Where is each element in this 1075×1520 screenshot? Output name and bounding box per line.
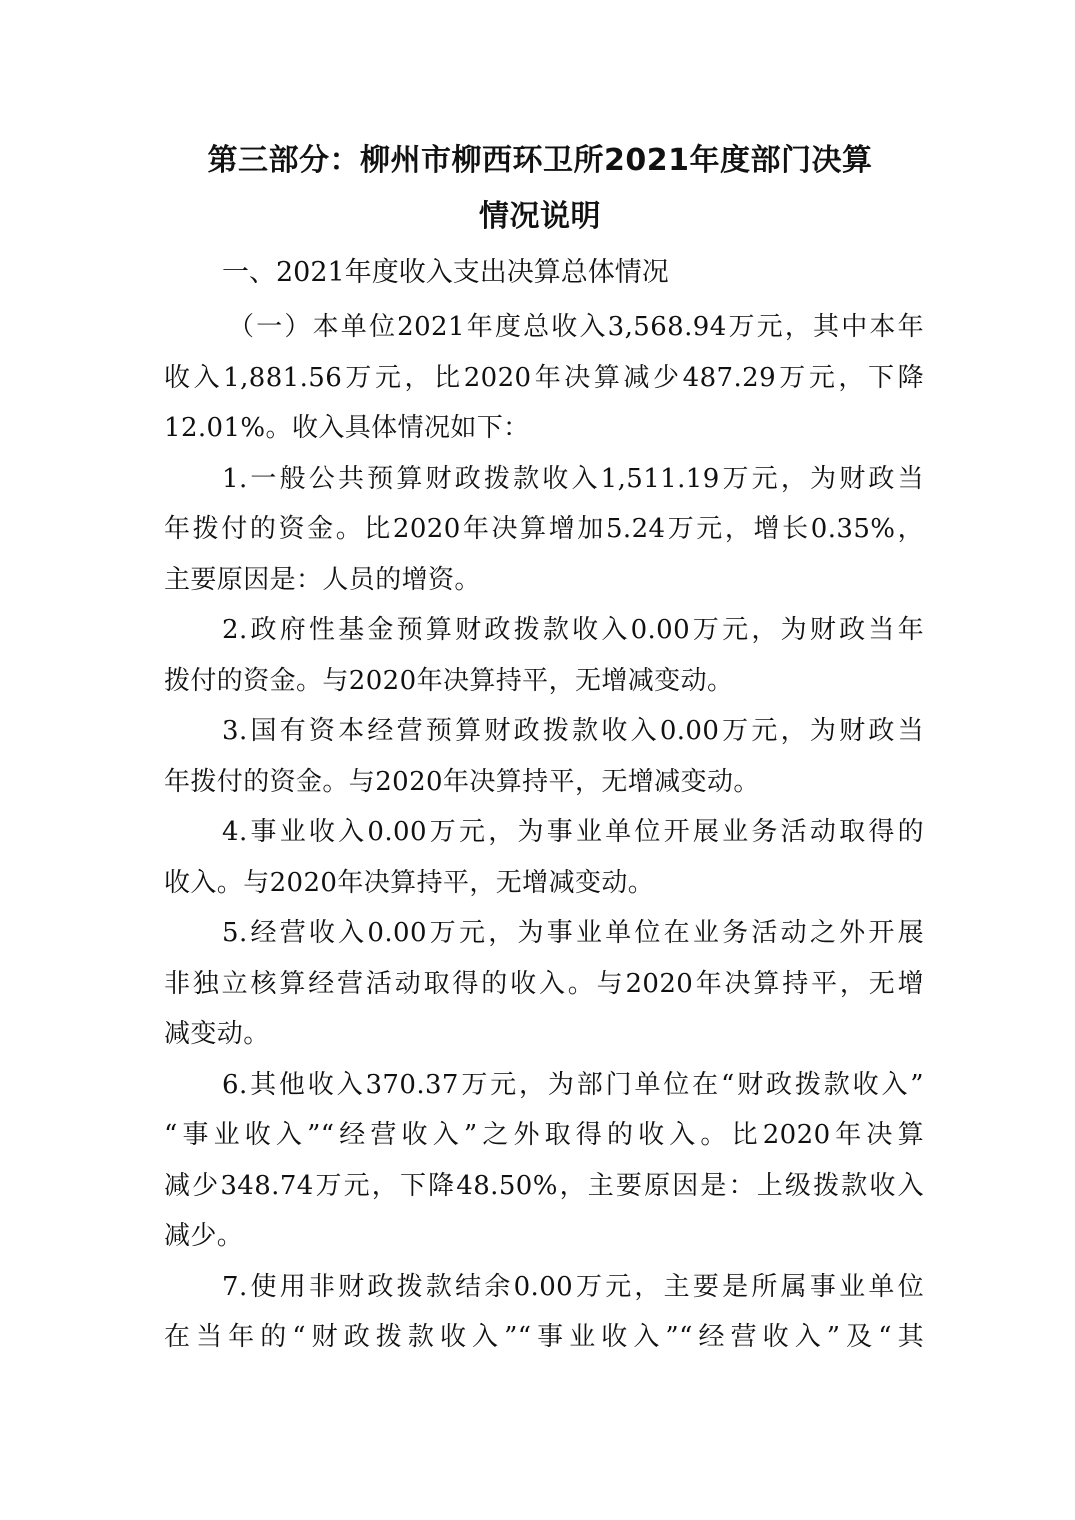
paragraph-line: 减变动。 (164, 1019, 270, 1049)
paragraph-line: 12.01%。收入具体情况如下： (164, 413, 530, 443)
paragraph-line: 7.使用非财政拨款结余0.00万元，主要是所属事业单位 (222, 1271, 924, 1302)
paragraph-line: 5.经营收入0.00万元，为事业单位在业务活动之外开展 (222, 918, 924, 948)
title-line-1: 第三部分：柳州市柳西环卫所2021年度部门决算 (207, 143, 873, 178)
paragraph-line: 非独立核算经营活动取得的收入。与2020年决算持平，无增 (164, 968, 924, 999)
paragraph-line: 减少。 (164, 1221, 244, 1251)
paragraph-line: 收入。与2020年决算持平，无增减变动。 (164, 867, 655, 898)
paragraph-item-5 (164, 908, 924, 1060)
paragraph-line: 年拨付的资金。比2020年决算增加5.24万元，增长0.35%， (164, 514, 924, 544)
paragraph-line: （一）本单位2021年度总收入3,568.94万元，其中本年 (228, 312, 924, 342)
title-line-2: 情况说明 (479, 199, 601, 234)
paragraph-item-2 (164, 605, 924, 706)
paragraph-line: 拨付的资金。与2020年决算持平，无增减变动。 (164, 665, 734, 696)
document-title (160, 133, 920, 245)
paragraph-line: 3.国有资本经营预算财政拨款收入0.00万元，为财政当 (222, 716, 924, 746)
paragraph-line: 减少348.74万元，下降48.50%，主要原因是：上级拨款收入 (164, 1170, 924, 1201)
paragraph-item-3 (164, 706, 924, 807)
document-body (164, 302, 924, 1363)
paragraph-line: 年拨付的资金。与2020年决算持平，无增减变动。 (164, 766, 760, 797)
paragraph-item-6 (164, 1060, 924, 1262)
paragraph-line: 6.其他收入370.37万元，为部门单位在“财政拨款收入” (222, 1069, 924, 1100)
paragraph-line: 1.一般公共预算财政拨款收入1,511.19万元，为财政当 (222, 463, 924, 494)
paragraph-line: 在当年的“财政拨款收入”“事业收入”“经营收入”及“其 (164, 1322, 924, 1352)
paragraph-line: 主要原因是：人员的增资。 (164, 564, 481, 595)
paragraph-total-income (164, 302, 924, 454)
paragraph-line: 4.事业收入0.00万元，为事业单位开展业务活动取得的 (222, 817, 924, 847)
paragraph-line: 收入1,881.56万元，比2020年决算减少487.29万元，下降 (164, 362, 924, 393)
section-heading: 一、2021年度收入支出决算总体情况 (222, 257, 669, 288)
paragraph-item-7 (164, 1262, 924, 1363)
paragraph-line: “事业收入”“经营收入”之外取得的收入。比2020年决算 (164, 1120, 924, 1150)
paragraph-line: 2.政府性基金预算财政拨款收入0.00万元，为财政当年 (222, 615, 924, 645)
paragraph-item-1 (164, 454, 924, 606)
paragraph-item-4 (164, 807, 924, 908)
